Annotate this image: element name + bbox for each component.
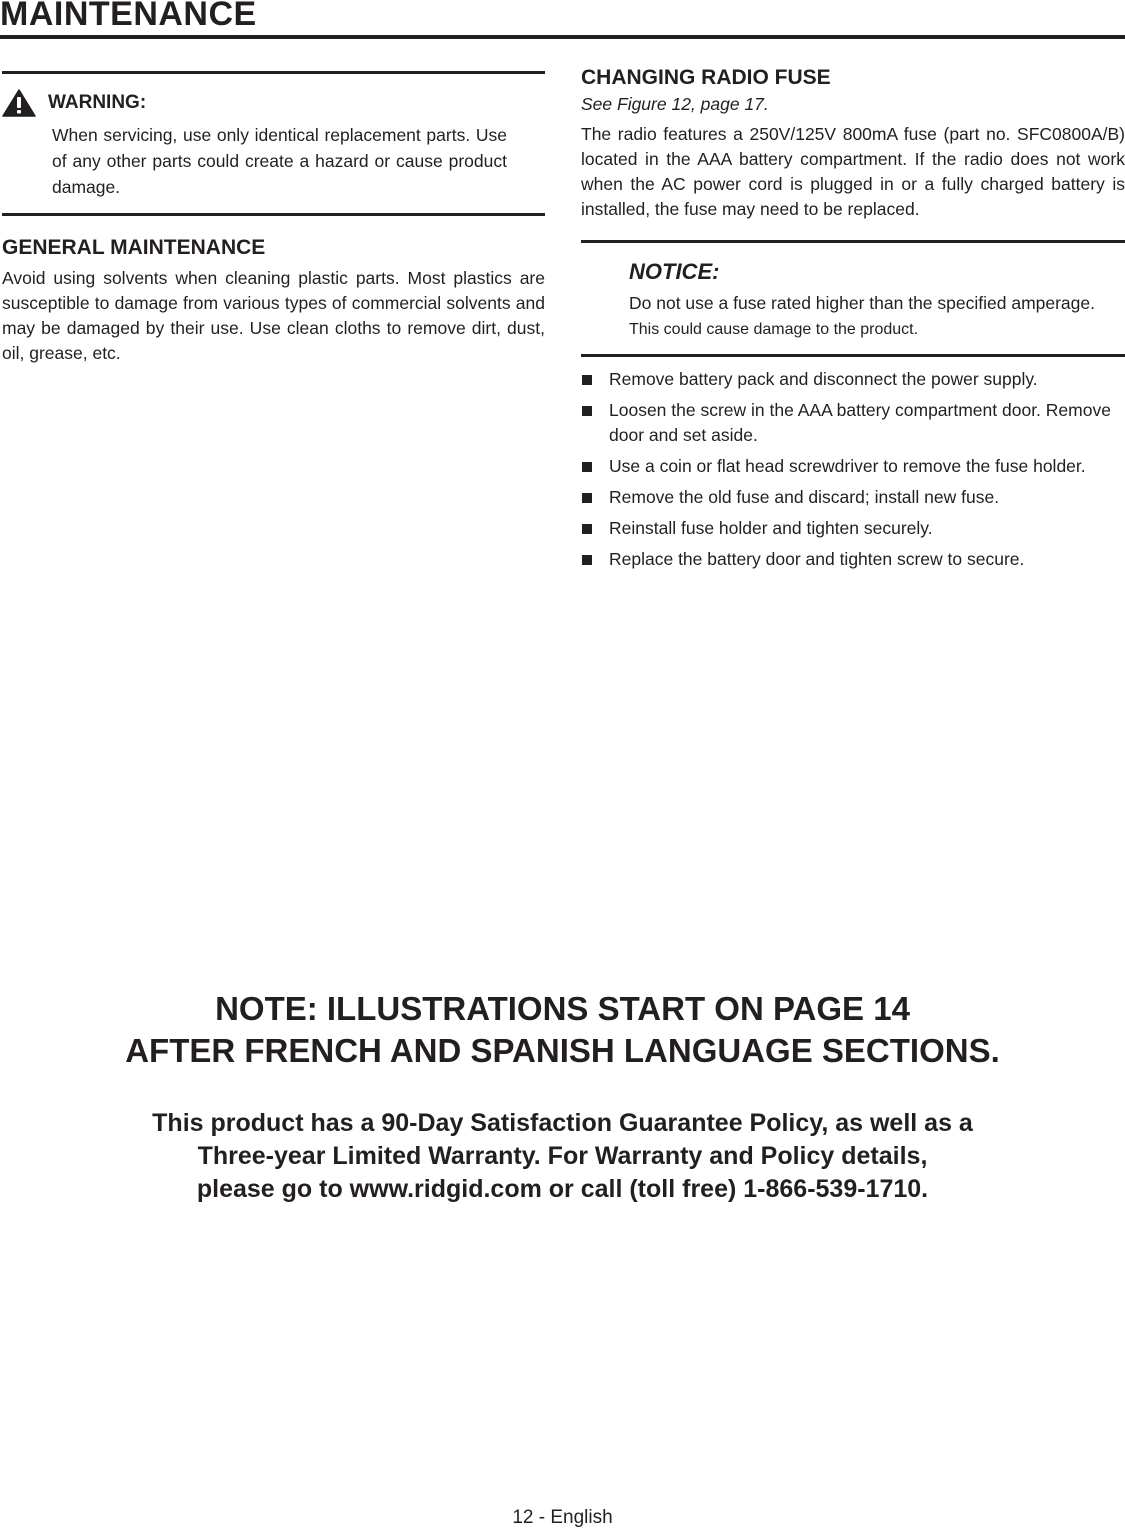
warning-box bbox=[2, 71, 545, 216]
guarantee-line-3: please go to www.ridgid.com or call (toll free) 1-866-539-1710. bbox=[196, 1175, 929, 1203]
warning-heading: WARNING: bbox=[48, 92, 147, 113]
square-bullet-icon bbox=[582, 493, 592, 503]
fuse-steps-list bbox=[581, 367, 1125, 572]
right-column bbox=[581, 64, 1125, 578]
general-maintenance-text: Avoid using solvents when cleaning plastic parts. Most plastics are susceptible to damage from various types of commercial solvents and may be damaged by their use. Use clean cloths to remove dirt, dust, oil, grease, etc. bbox=[2, 268, 545, 363]
square-bullet-icon bbox=[582, 555, 592, 565]
warning-triangle-icon bbox=[2, 89, 36, 117]
figure-reference: See Figure 12, page 17. bbox=[581, 94, 769, 114]
changing-radio-fuse-heading: CHANGING RADIO FUSE bbox=[581, 66, 831, 89]
guarantee-statement bbox=[0, 1107, 1125, 1206]
notice-text-small: This could cause damage to the product. bbox=[629, 321, 919, 338]
warning-text: When servicing, use only identical replacement parts. Use of any other parts could create a hazard or cause product damage. bbox=[52, 125, 507, 197]
square-bullet-icon bbox=[582, 462, 592, 472]
list-item: Remove battery pack and disconnect the power supply. bbox=[581, 367, 1125, 392]
page-footer: 12 - English bbox=[512, 1507, 613, 1528]
notice-box bbox=[581, 240, 1125, 357]
list-item: Reinstall fuse holder and tighten securely. bbox=[581, 516, 1125, 541]
general-maintenance-heading: GENERAL MAINTENANCE bbox=[2, 236, 266, 259]
list-item: Use a coin or flat head screwdriver to remove the fuse holder. bbox=[581, 454, 1125, 479]
notice-text bbox=[629, 291, 1125, 342]
square-bullet-icon bbox=[582, 406, 592, 416]
guarantee-line-2: Three-year Limited Warranty. For Warranty and Policy details, bbox=[197, 1142, 928, 1170]
notice-text-main: Do not use a fuse rated higher than the specified amperage. bbox=[629, 293, 1095, 313]
square-bullet-icon bbox=[582, 524, 592, 534]
list-item: Loosen the screw in the AAA battery compartment door. Remove door and set aside. bbox=[581, 398, 1125, 448]
note-line-2: AFTER FRENCH AND SPANISH LANGUAGE SECTIONS. bbox=[125, 1032, 1000, 1069]
illustrations-note bbox=[0, 988, 1125, 1072]
fuse-description: The radio features a 250V/125V 800mA fuse (part no. SFC0800A/B) located in the AAA battery compartment. If the radio does not work when the AC power cord is plugged in or a fully charged battery is installed, the fuse may need to be replaced. bbox=[581, 124, 1125, 219]
left-column bbox=[2, 71, 545, 366]
square-bullet-icon bbox=[582, 375, 592, 385]
note-line-1: NOTE: ILLUSTRATIONS START ON PAGE 14 bbox=[215, 990, 910, 1027]
list-item: Replace the battery door and tighten screw to secure. bbox=[581, 547, 1125, 572]
guarantee-line-1: This product has a 90-Day Satisfaction Guarantee Policy, as well as a bbox=[152, 1109, 973, 1137]
title-rule bbox=[0, 35, 1125, 39]
notice-heading: NOTICE: bbox=[629, 259, 720, 284]
warning-header bbox=[2, 88, 545, 118]
page-title: MAINTENANCE bbox=[0, 0, 257, 33]
list-item: Remove the old fuse and discard; install new fuse. bbox=[581, 485, 1125, 510]
